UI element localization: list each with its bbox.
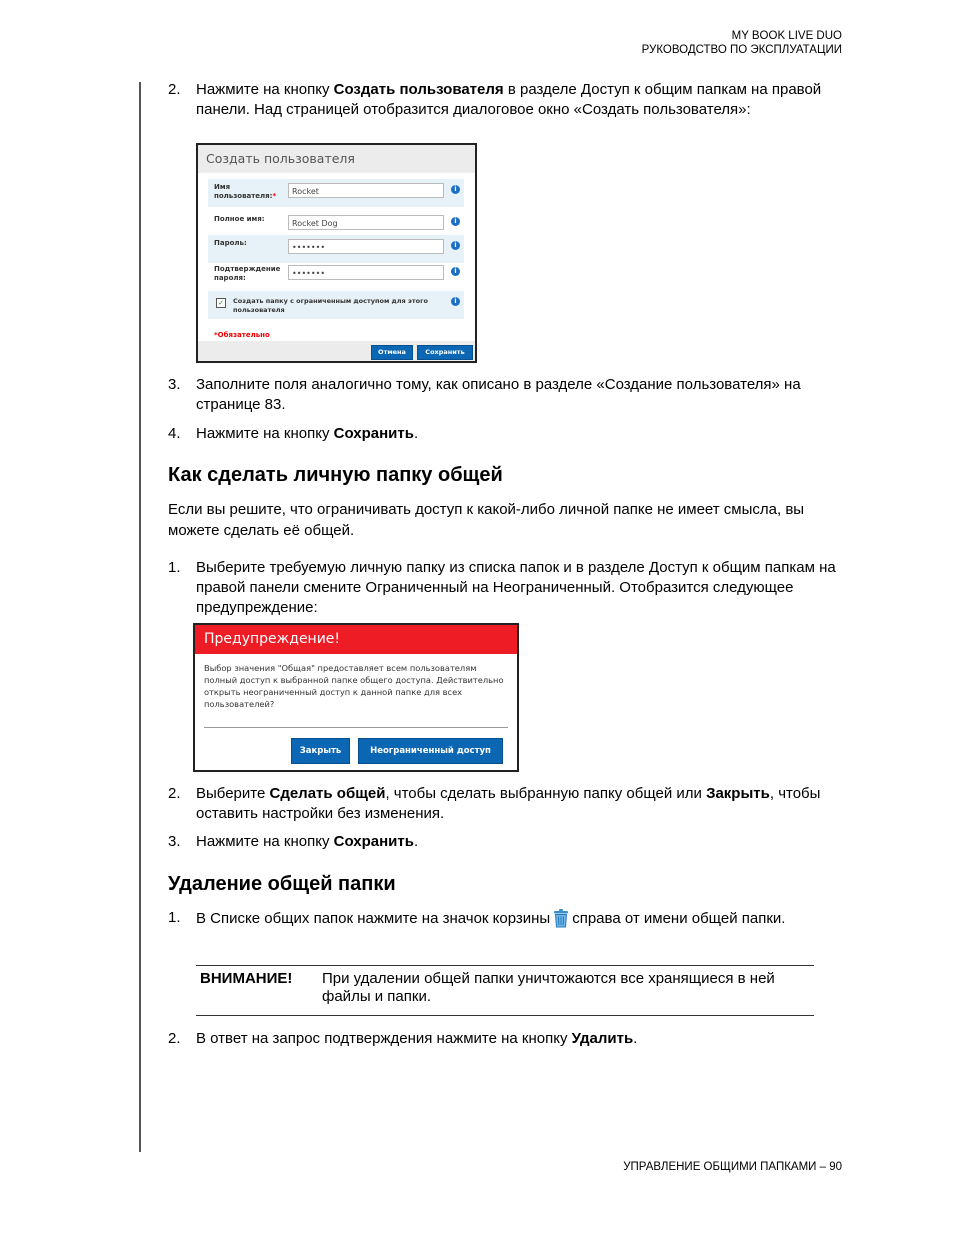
step-number: 1.: [168, 909, 181, 926]
checkbox-row: [208, 291, 464, 319]
step-bold: Сохранить: [333, 833, 414, 850]
step-text: Нажмите на кнопку: [196, 425, 334, 442]
step-save: [168, 424, 840, 444]
info-icon[interactable]: i: [451, 241, 460, 250]
trash-icon: [553, 908, 569, 928]
step-bold: Закрыть: [706, 785, 770, 802]
step-text: Заполните поля аналогично тому, как описано в разделе «Создание пользователя» на странице 83.: [196, 376, 801, 413]
fullname-label: Полное имя:: [214, 215, 265, 223]
info-icon[interactable]: i: [451, 267, 460, 276]
page-footer: УПРАВЛЕНИЕ ОБЩИМИ ПАПКАМИ – 90: [623, 1161, 842, 1173]
step-number: 1.: [168, 559, 181, 576]
step-text: Нажмите на кнопку: [196, 833, 334, 850]
info-icon[interactable]: i: [451, 217, 460, 226]
step-text: , чтобы сделать выбранную папку общей или: [385, 785, 707, 802]
save-button[interactable]: Сохранить: [417, 345, 473, 360]
step-select-folder: [168, 558, 840, 618]
heading-make-public: Как сделать личную папку общей: [168, 464, 503, 486]
step-text: в разделе Доступ к общим папкам на правой панели. Над страницей отобразится диалоговое окно «Создать пользователя»:: [196, 81, 822, 118]
step-bold: Удалить: [571, 1030, 634, 1047]
header-manual: РУКОВОДСТВО ПО ЭКСПЛУАТАЦИИ: [641, 44, 842, 56]
checkbox-label: Создать папку с ограниченным доступом для этого пользователя: [233, 297, 428, 314]
step-make-public: [168, 784, 840, 824]
step-number: 2.: [168, 81, 181, 98]
unrestricted-access-button[interactable]: Неограниченный доступ: [358, 738, 503, 764]
step-text: , чтобы оставить настройки без изменения.: [196, 785, 821, 822]
step-number: 2.: [168, 1030, 181, 1047]
username-row: [208, 179, 464, 207]
step-text: Выберите требуемую личную папку из списка папок и в разделе Доступ к общим папкам на правой панели смените Ограниченный на Неограниченный. Отобразится следующее предупреждение:: [196, 559, 836, 616]
warning-body: Выбор значения "Общая" предоставляет всем пользователям полный доступ к выбранной папке общего доступа. Действительно открыть неограниченный доступ к данной папке для всех пользователей?: [204, 663, 504, 709]
close-button[interactable]: Закрыть: [291, 738, 350, 764]
fullname-input[interactable]: Rocket Dog: [288, 215, 444, 230]
password-row: [208, 235, 464, 263]
step-text: В Списке общих папок нажмите на значок корзины: [196, 910, 551, 927]
step-create-user: [168, 80, 840, 120]
step-text: Нажмите на кнопку: [196, 81, 334, 98]
step-number: 3.: [168, 833, 181, 850]
step-number: 2.: [168, 785, 181, 802]
dialog-title: Создать пользователя: [198, 145, 475, 173]
confirm-label: Подтверждение пароля:: [214, 265, 281, 282]
step-number: 4.: [168, 425, 181, 442]
step-number: 3.: [168, 376, 181, 393]
step-bold: Сделать общей: [269, 785, 386, 802]
username-input[interactable]: Rocket: [288, 183, 444, 198]
warning-title: Предупреждение!: [195, 625, 517, 654]
left-margin-bar: [139, 82, 141, 1152]
password-input[interactable]: •••••••: [288, 239, 444, 254]
step-save-2: [168, 832, 840, 852]
cancel-button[interactable]: Отмена: [371, 345, 413, 360]
step-trash: [168, 908, 840, 929]
confirm-row: [208, 261, 464, 289]
step-bold: Сохранить: [333, 425, 414, 442]
username-label: Имя пользователя:*: [214, 183, 277, 200]
confirm-input[interactable]: •••••••: [288, 265, 444, 280]
warning-dialog: [193, 623, 519, 772]
private-folder-checkbox[interactable]: ✓: [216, 298, 226, 308]
dialog-footer: [198, 341, 475, 361]
step-text: В ответ на запрос подтверждения нажмите на кнопку: [196, 1030, 572, 1047]
heading-delete-share: Удаление общей папки: [168, 873, 396, 895]
password-label: Пароль:: [214, 239, 247, 247]
page-header: [642, 29, 842, 57]
info-icon[interactable]: i: [451, 185, 460, 194]
step-confirm-delete: [168, 1029, 840, 1049]
step-text: Выберите: [196, 785, 270, 802]
required-note: *Обязательно: [214, 331, 270, 339]
note-label: ВНИМАНИЕ!: [200, 970, 293, 987]
header-product: MY BOOK LIVE DUO: [731, 30, 842, 42]
step-fill-fields: [168, 375, 840, 415]
create-user-dialog: [196, 143, 477, 363]
warning-note: [196, 965, 814, 1016]
step-text: .: [633, 1030, 638, 1047]
step-bold: Создать пользователя: [333, 81, 504, 98]
divider: [204, 727, 508, 728]
note-text: При удалении общей папки уничтожаются все хранящиеся в ней файлы и папки.: [322, 970, 775, 1005]
intro-paragraph: Если вы решите, что ограничивать доступ к какой-либо личной папке не имеет смысла, вы можете сделать её общей.: [168, 501, 805, 539]
step-text: справа от имени общей папки.: [572, 910, 786, 927]
step-text: .: [413, 425, 419, 442]
info-icon[interactable]: i: [451, 297, 460, 306]
step-text: .: [413, 833, 419, 850]
